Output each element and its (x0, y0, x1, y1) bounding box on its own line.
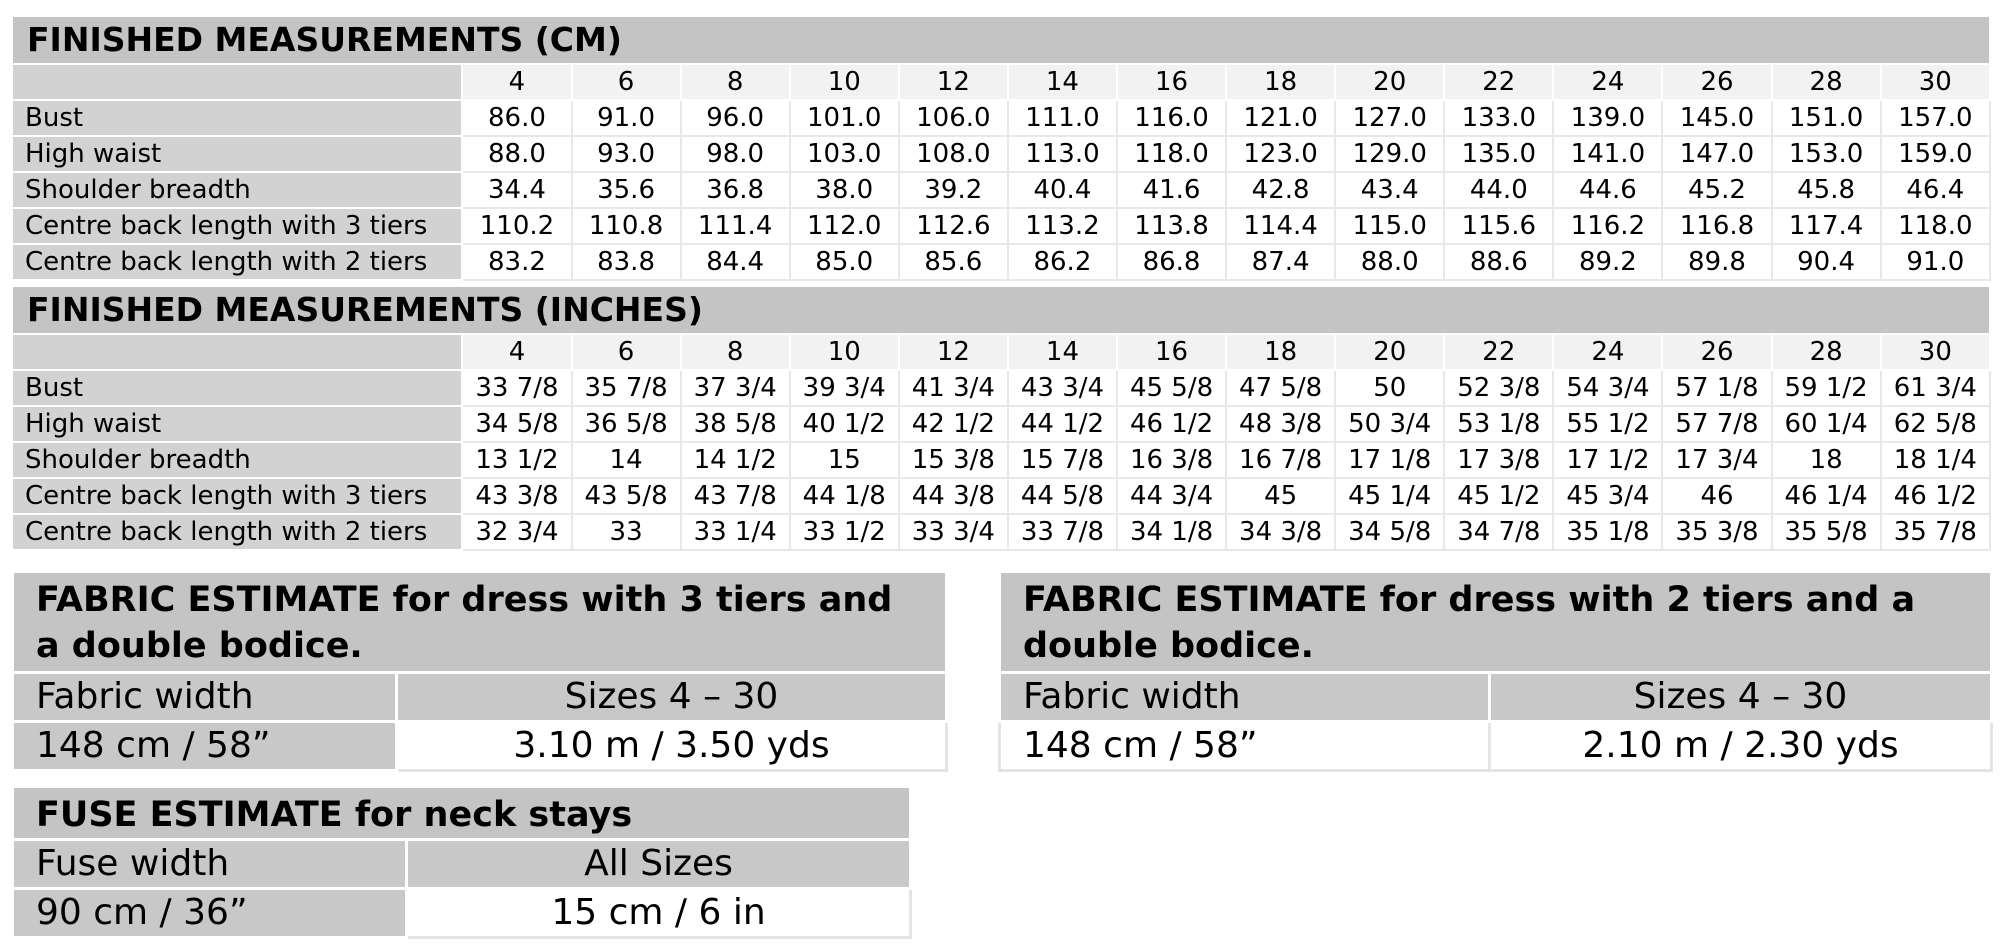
size-header-cell: 28 (1772, 334, 1881, 370)
value-cell: 50 3/4 (1335, 406, 1444, 442)
value-cell: 14 (572, 442, 681, 478)
value-cell: 44.6 (1553, 172, 1662, 208)
table-row (12, 172, 1990, 208)
row-label: High waist (12, 136, 462, 172)
fuse-width-header: Fuse width (13, 840, 407, 889)
value-cell: 111.0 (1008, 100, 1117, 136)
value-cell: 113.2 (1008, 208, 1117, 244)
value-cell: 17 3/8 (1444, 442, 1553, 478)
size-header-cell: 16 (1117, 334, 1226, 370)
value-cell: 45.2 (1662, 172, 1771, 208)
value-cell: 46.4 (1881, 172, 1990, 208)
table-row (12, 514, 1990, 550)
table-row (12, 406, 1990, 442)
fabric-3-sizes-header: Sizes 4 – 30 (397, 673, 947, 722)
fuse-width-value: 90 cm / 36” (13, 889, 407, 938)
size-header-cell: 18 (1226, 64, 1335, 100)
row-label: Shoulder breadth (12, 172, 462, 208)
value-cell: 36.8 (681, 172, 790, 208)
value-cell: 59 1/2 (1772, 370, 1881, 406)
value-cell: 93.0 (572, 136, 681, 172)
fabric-3-width-header: Fabric width (13, 673, 397, 722)
table-row (12, 208, 1990, 244)
fuse-title-bold: FUSE ESTIMATE (36, 795, 343, 835)
value-cell: 57 7/8 (1662, 406, 1771, 442)
fuse-title-rest: for neck stays (342, 795, 633, 835)
fabric-2-amount-value: 2.10 m / 2.30 yds (1490, 722, 1992, 771)
value-cell: 39 3/4 (790, 370, 899, 406)
value-cell: 54 3/4 (1553, 370, 1662, 406)
value-cell: 86.0 (462, 100, 571, 136)
value-cell: 88.0 (1335, 244, 1444, 280)
value-cell: 89.8 (1662, 244, 1771, 280)
value-cell: 139.0 (1553, 100, 1662, 136)
value-cell: 16 3/8 (1117, 442, 1226, 478)
value-cell: 112.0 (790, 208, 899, 244)
value-cell: 110.2 (462, 208, 571, 244)
fabric-2-sizes-header: Sizes 4 – 30 (1490, 673, 1992, 722)
value-cell: 44 3/8 (899, 478, 1008, 514)
fuse-sizes-header: All Sizes (407, 840, 911, 889)
value-cell: 116.2 (1553, 208, 1662, 244)
value-cell: 127.0 (1335, 100, 1444, 136)
row-label: Centre back length with 2 tiers (12, 514, 462, 550)
header-blank-cell (12, 64, 462, 100)
size-header-cell: 24 (1553, 334, 1662, 370)
row-label: Centre back length with 3 tiers (12, 478, 462, 514)
fabric-3-title-bold: FABRIC ESTIMATE (36, 580, 381, 620)
value-cell: 135.0 (1444, 136, 1553, 172)
fabric-2-title-bold: FABRIC ESTIMATE (1023, 580, 1368, 620)
row-label: Centre back length with 3 tiers (12, 208, 462, 244)
value-cell: 60 1/4 (1772, 406, 1881, 442)
size-header-cell: 26 (1662, 64, 1771, 100)
value-cell: 38 5/8 (681, 406, 790, 442)
value-cell: 44 5/8 (1008, 478, 1117, 514)
value-cell: 32 3/4 (462, 514, 571, 550)
value-cell: 18 1/4 (1881, 442, 1990, 478)
value-cell: 88.6 (1444, 244, 1553, 280)
value-cell: 17 3/4 (1662, 442, 1771, 478)
inches-size-header-row (12, 334, 1990, 370)
value-cell: 33 (572, 514, 681, 550)
value-cell: 57 1/8 (1662, 370, 1771, 406)
value-cell: 123.0 (1226, 136, 1335, 172)
value-cell: 34 3/8 (1226, 514, 1335, 550)
row-label: Bust (12, 370, 462, 406)
value-cell: 44 3/4 (1117, 478, 1226, 514)
value-cell: 43 7/8 (681, 478, 790, 514)
size-header-cell: 28 (1772, 64, 1881, 100)
value-cell: 87.4 (1226, 244, 1335, 280)
inches-table-body (12, 370, 1990, 550)
value-cell: 121.0 (1226, 100, 1335, 136)
value-cell: 129.0 (1335, 136, 1444, 172)
row-label: High waist (12, 406, 462, 442)
value-cell: 43.4 (1335, 172, 1444, 208)
fabric-estimate-3-tiers (11, 570, 948, 772)
inches-table-title: FINISHED MEASUREMENTS (INCHES) (12, 286, 1990, 334)
value-cell: 35.6 (572, 172, 681, 208)
size-header-cell: 10 (790, 334, 899, 370)
value-cell: 44 1/8 (790, 478, 899, 514)
value-cell: 112.6 (899, 208, 1008, 244)
value-cell: 103.0 (790, 136, 899, 172)
value-cell: 114.4 (1226, 208, 1335, 244)
value-cell: 33 3/4 (899, 514, 1008, 550)
table-row (12, 442, 1990, 478)
inches-measurements-table (11, 285, 1991, 551)
value-cell: 33 1/2 (790, 514, 899, 550)
value-cell: 41 3/4 (899, 370, 1008, 406)
value-cell: 37 3/4 (681, 370, 790, 406)
value-cell: 35 7/8 (1881, 514, 1990, 550)
row-label: Shoulder breadth (12, 442, 462, 478)
value-cell: 50 (1335, 370, 1444, 406)
value-cell: 45 3/4 (1553, 478, 1662, 514)
value-cell: 43 3/8 (462, 478, 571, 514)
table-row (12, 100, 1990, 136)
value-cell: 133.0 (1444, 100, 1553, 136)
value-cell: 116.0 (1117, 100, 1226, 136)
fabric-3-width-value: 148 cm / 58” (13, 722, 397, 771)
value-cell: 35 3/8 (1662, 514, 1771, 550)
size-header-cell: 6 (572, 334, 681, 370)
fuse-title (13, 787, 911, 840)
value-cell: 115.0 (1335, 208, 1444, 244)
size-header-cell: 10 (790, 64, 899, 100)
value-cell: 141.0 (1553, 136, 1662, 172)
value-cell: 35 7/8 (572, 370, 681, 406)
value-cell: 96.0 (681, 100, 790, 136)
value-cell: 111.4 (681, 208, 790, 244)
value-cell: 33 1/4 (681, 514, 790, 550)
cm-table-title: FINISHED MEASUREMENTS (CM) (12, 16, 1990, 64)
value-cell: 157.0 (1881, 100, 1990, 136)
value-cell: 106.0 (899, 100, 1008, 136)
size-header-cell: 14 (1008, 334, 1117, 370)
value-cell: 86.8 (1117, 244, 1226, 280)
size-header-cell: 22 (1444, 334, 1553, 370)
fabric-2-width-header: Fabric width (1000, 673, 1490, 722)
value-cell: 34 5/8 (1335, 514, 1444, 550)
fuse-estimate (11, 785, 912, 939)
value-cell: 38.0 (790, 172, 899, 208)
value-cell: 33 7/8 (462, 370, 571, 406)
value-cell: 55 1/2 (1553, 406, 1662, 442)
value-cell: 116.8 (1662, 208, 1771, 244)
value-cell: 47 5/8 (1226, 370, 1335, 406)
value-cell: 15 7/8 (1008, 442, 1117, 478)
value-cell: 90.4 (1772, 244, 1881, 280)
value-cell: 145.0 (1662, 100, 1771, 136)
value-cell: 34 7/8 (1444, 514, 1553, 550)
value-cell: 153.0 (1772, 136, 1881, 172)
value-cell: 86.2 (1008, 244, 1117, 280)
size-header-cell: 12 (899, 64, 1008, 100)
value-cell: 35 1/8 (1553, 514, 1662, 550)
value-cell: 46 1/2 (1881, 478, 1990, 514)
fabric-2-title (1000, 572, 1992, 673)
fabric-2-width-value: 148 cm / 58” (1000, 722, 1490, 771)
value-cell: 33 7/8 (1008, 514, 1117, 550)
value-cell: 15 (790, 442, 899, 478)
value-cell: 18 (1772, 442, 1881, 478)
size-header-cell: 8 (681, 334, 790, 370)
size-header-cell: 6 (572, 64, 681, 100)
row-label: Centre back length with 2 tiers (12, 244, 462, 280)
value-cell: 41.6 (1117, 172, 1226, 208)
table-row (12, 136, 1990, 172)
value-cell: 113.0 (1008, 136, 1117, 172)
value-cell: 45 (1226, 478, 1335, 514)
value-cell: 118.0 (1881, 208, 1990, 244)
value-cell: 13 1/2 (462, 442, 571, 478)
size-header-cell: 30 (1881, 334, 1990, 370)
value-cell: 98.0 (681, 136, 790, 172)
fuse-amount-value: 15 cm / 6 in (407, 889, 911, 938)
value-cell: 85.0 (790, 244, 899, 280)
fabric-2-title-rest: for dress with 2 tiers and a double bodice. (1023, 580, 1916, 666)
value-cell: 108.0 (899, 136, 1008, 172)
value-cell: 43 3/4 (1008, 370, 1117, 406)
value-cell: 115.6 (1444, 208, 1553, 244)
size-header-cell: 24 (1553, 64, 1662, 100)
table-row (12, 370, 1990, 406)
size-header-cell: 8 (681, 64, 790, 100)
value-cell: 45 1/4 (1335, 478, 1444, 514)
value-cell: 39.2 (899, 172, 1008, 208)
value-cell: 15 3/8 (899, 442, 1008, 478)
value-cell: 14 1/2 (681, 442, 790, 478)
value-cell: 91.0 (572, 100, 681, 136)
value-cell: 61 3/4 (1881, 370, 1990, 406)
value-cell: 40.4 (1008, 172, 1117, 208)
value-cell: 35 5/8 (1772, 514, 1881, 550)
fabric-3-amount-value: 3.10 m / 3.50 yds (397, 722, 947, 771)
value-cell: 45.8 (1772, 172, 1881, 208)
value-cell: 34.4 (462, 172, 571, 208)
value-cell: 46 (1662, 478, 1771, 514)
value-cell: 17 1/2 (1553, 442, 1662, 478)
value-cell: 83.2 (462, 244, 571, 280)
value-cell: 42.8 (1226, 172, 1335, 208)
value-cell: 45 5/8 (1117, 370, 1226, 406)
size-header-cell: 18 (1226, 334, 1335, 370)
value-cell: 110.8 (572, 208, 681, 244)
value-cell: 113.8 (1117, 208, 1226, 244)
value-cell: 42 1/2 (899, 406, 1008, 442)
fabric-3-title (13, 572, 947, 673)
value-cell: 16 7/8 (1226, 442, 1335, 478)
fabric-estimate-2-tiers (998, 570, 1993, 772)
size-header-cell: 4 (462, 64, 571, 100)
value-cell: 48 3/8 (1226, 406, 1335, 442)
value-cell: 83.8 (572, 244, 681, 280)
value-cell: 40 1/2 (790, 406, 899, 442)
value-cell: 85.6 (899, 244, 1008, 280)
size-header-cell: 20 (1335, 334, 1444, 370)
value-cell: 34 5/8 (462, 406, 571, 442)
value-cell: 89.2 (1553, 244, 1662, 280)
size-header-cell: 12 (899, 334, 1008, 370)
fabric-3-title-rest: for dress with 3 tiers and a double bodice. (36, 580, 893, 666)
size-header-cell: 14 (1008, 64, 1117, 100)
value-cell: 118.0 (1117, 136, 1226, 172)
value-cell: 159.0 (1881, 136, 1990, 172)
value-cell: 43 5/8 (572, 478, 681, 514)
size-header-cell: 30 (1881, 64, 1990, 100)
cm-table-body (12, 100, 1990, 280)
value-cell: 88.0 (462, 136, 571, 172)
value-cell: 46 1/4 (1772, 478, 1881, 514)
size-header-cell: 16 (1117, 64, 1226, 100)
cm-size-header-row (12, 64, 1990, 100)
value-cell: 17 1/8 (1335, 442, 1444, 478)
size-header-cell: 22 (1444, 64, 1553, 100)
size-header-cell: 20 (1335, 64, 1444, 100)
value-cell: 151.0 (1772, 100, 1881, 136)
value-cell: 44.0 (1444, 172, 1553, 208)
value-cell: 45 1/2 (1444, 478, 1553, 514)
value-cell: 34 1/8 (1117, 514, 1226, 550)
value-cell: 44 1/2 (1008, 406, 1117, 442)
size-header-cell: 4 (462, 334, 571, 370)
cm-measurements-table (11, 15, 1991, 281)
value-cell: 36 5/8 (572, 406, 681, 442)
value-cell: 52 3/8 (1444, 370, 1553, 406)
value-cell: 46 1/2 (1117, 406, 1226, 442)
header-blank-cell (12, 334, 462, 370)
value-cell: 101.0 (790, 100, 899, 136)
row-label: Bust (12, 100, 462, 136)
table-row (12, 478, 1990, 514)
value-cell: 84.4 (681, 244, 790, 280)
value-cell: 91.0 (1881, 244, 1990, 280)
value-cell: 53 1/8 (1444, 406, 1553, 442)
value-cell: 117.4 (1772, 208, 1881, 244)
table-row (12, 244, 1990, 280)
value-cell: 62 5/8 (1881, 406, 1990, 442)
value-cell: 147.0 (1662, 136, 1771, 172)
size-header-cell: 26 (1662, 334, 1771, 370)
